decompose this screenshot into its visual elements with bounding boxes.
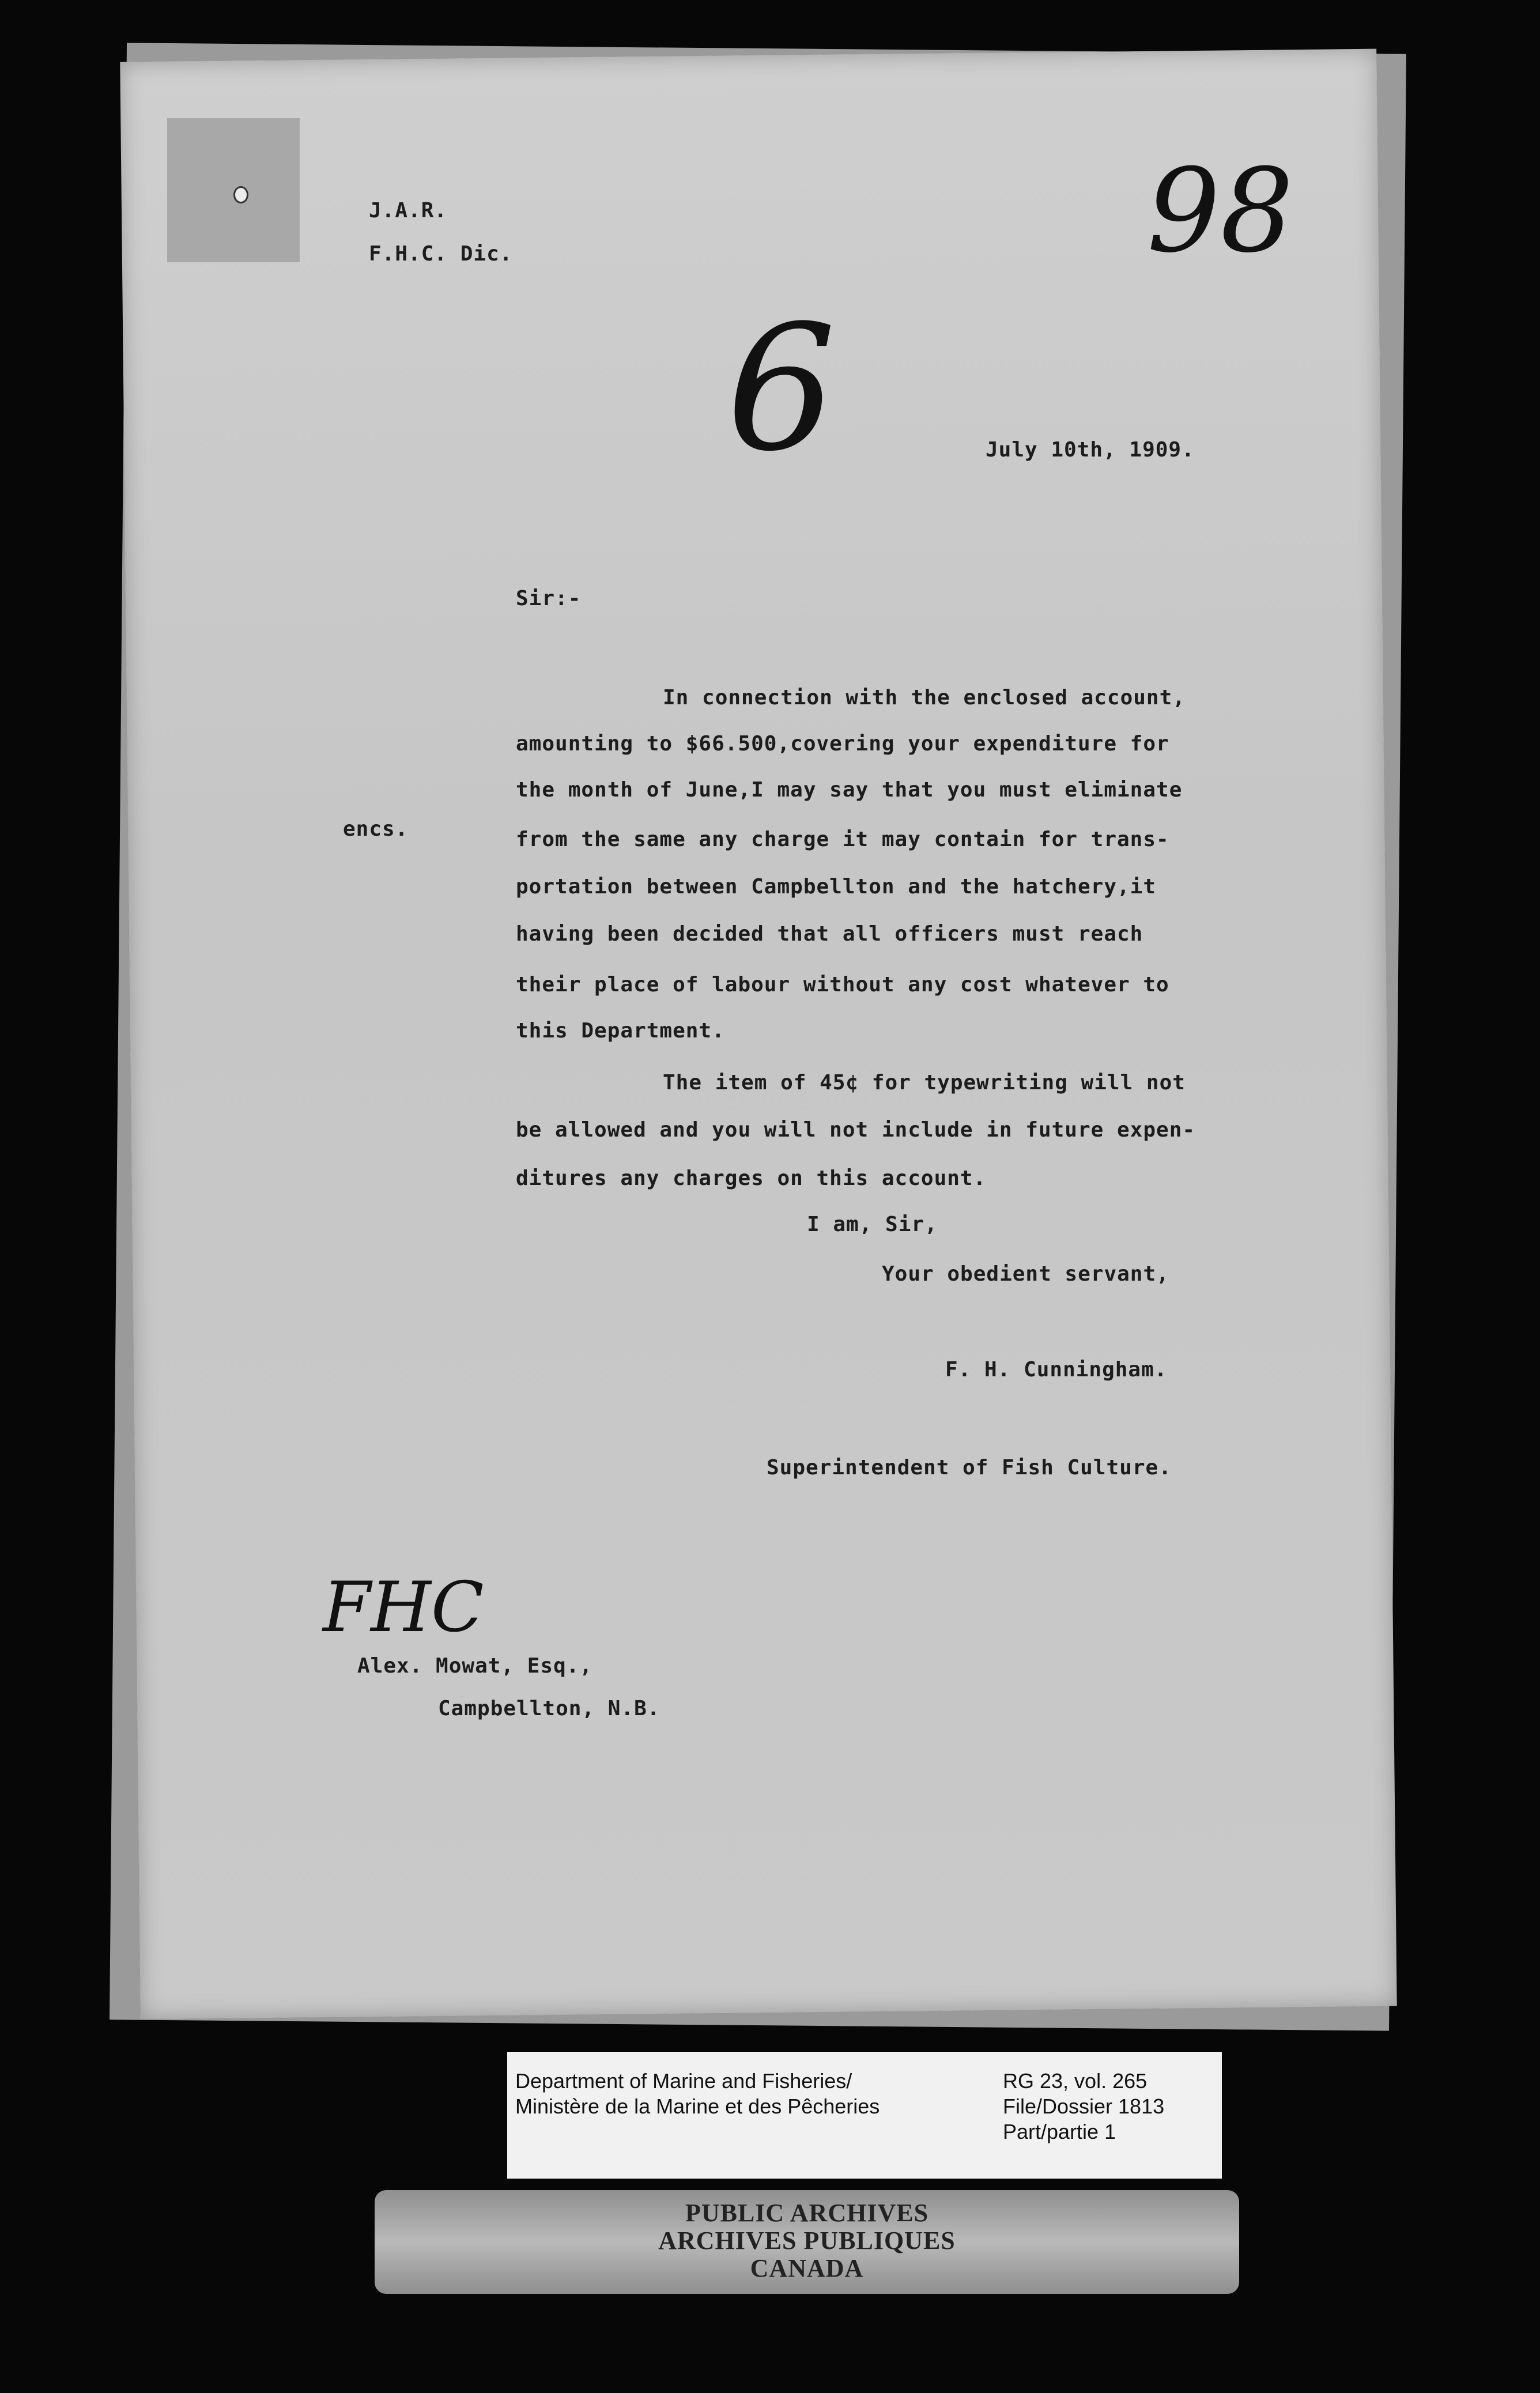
page-number: 98 bbox=[1147, 144, 1294, 278]
body-line: the month of June,I may say that you must eliminate bbox=[516, 778, 1183, 802]
archive-stamp bbox=[375, 2190, 1239, 2294]
body-line: The item of 45¢ for typewriting will not bbox=[663, 1071, 1186, 1094]
stamp-line-2: ARCHIVES PUBLIQUES bbox=[658, 2226, 956, 2255]
body-line: portation between Campbellton and the hatchery,it bbox=[516, 875, 1157, 899]
department-en: Department of Marine and Fisheries/ bbox=[515, 2069, 852, 2093]
letter-date: July 10th, 1909. bbox=[986, 438, 1195, 462]
signatory-title: Superintendent of Fish Culture. bbox=[767, 1456, 1172, 1479]
signatory: F. H. Cunningham. bbox=[945, 1358, 1168, 1382]
body-line: be allowed and you will not include in future expen- bbox=[516, 1118, 1196, 1142]
file-ref-2: F.H.C. Dic. bbox=[369, 242, 513, 266]
clip-hole bbox=[233, 186, 248, 203]
enclosures-note: encs. bbox=[343, 817, 409, 841]
recipient-name: Alex. Mowat, Esq., bbox=[357, 1654, 593, 1678]
file-ref-1: J.A.R. bbox=[369, 199, 448, 222]
department-fr: Ministère de la Marine et des Pêcheries bbox=[515, 2094, 880, 2118]
body-line: ditures any charges on this account. bbox=[516, 1167, 987, 1190]
file-number: File/Dossier 1813 bbox=[1003, 2094, 1165, 2118]
body-line: In connection with the enclosed account, bbox=[663, 686, 1186, 709]
record-group: RG 23, vol. 265 bbox=[1003, 2069, 1148, 2093]
closing-line-2: Your obedient servant, bbox=[882, 1262, 1169, 1286]
part-number: Part/partie 1 bbox=[1003, 2120, 1116, 2143]
salutation: Sir:- bbox=[516, 587, 582, 610]
binder-clip bbox=[167, 118, 300, 262]
stamp-line-3: CANADA bbox=[750, 2254, 864, 2282]
closing-line-1: I am, Sir, bbox=[807, 1213, 938, 1236]
body-line: amounting to $66.500,covering your expenditure for bbox=[516, 732, 1169, 756]
margin-mark: 6 bbox=[726, 288, 836, 489]
body-line: their place of labour without any cost whatever to bbox=[516, 973, 1169, 997]
recipient-place: Campbellton, N.B. bbox=[438, 1697, 660, 1720]
handwritten-initials: FHC bbox=[323, 1568, 484, 1648]
body-line: having been decided that all officers must reach bbox=[516, 922, 1143, 946]
body-line: from the same any charge it may contain for trans- bbox=[516, 828, 1169, 851]
body-line: this Department. bbox=[516, 1019, 725, 1043]
stamp-line-1: PUBLIC ARCHIVES bbox=[685, 2199, 929, 2227]
archive-label bbox=[507, 2052, 1222, 2179]
